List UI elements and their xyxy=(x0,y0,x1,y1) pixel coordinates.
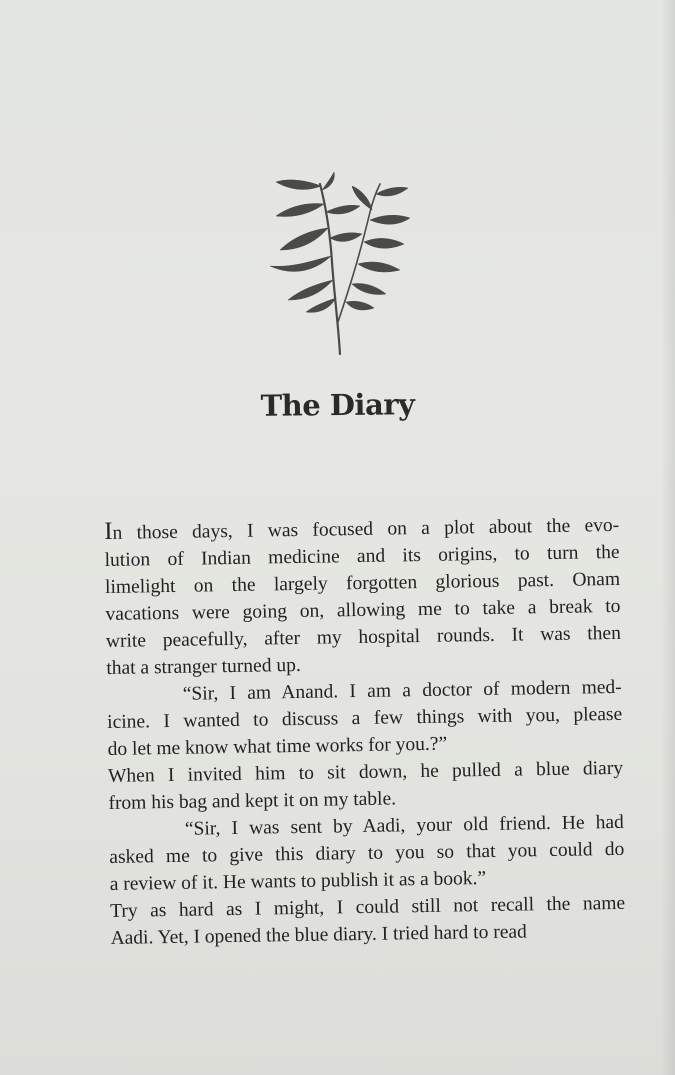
line-text: “Sir, I was sent by Aadi, your old friend. He had xyxy=(184,811,625,840)
line-text: a review of it. He wants to publish it as a book.” xyxy=(109,868,487,895)
drop-cap: I xyxy=(104,517,113,545)
line-text: from his bag and kept it on my table. xyxy=(108,788,397,814)
line-text: Try as hard as I might, I could still not recall the name xyxy=(110,892,626,922)
chapter-title: The Diary xyxy=(260,387,415,423)
line-text: write peacefully, after my hospital rounds. It was then xyxy=(105,622,622,652)
line-text: limelight on the largely forgotten glorious past. Onam xyxy=(104,568,621,598)
line-text: icine. I wanted to discuss a few things with you, please xyxy=(107,703,623,733)
line-text: that a stranger turned up. xyxy=(106,654,301,679)
line-text: do let me know what time works for you.?” xyxy=(107,733,448,760)
line-text: n those days, I was focused on a plot about the evo- xyxy=(112,514,620,544)
page-edge-shadow xyxy=(661,0,675,1075)
line-text: lution of Indian medicine and its origins, to turn the xyxy=(104,541,620,571)
fern-leaf-icon xyxy=(258,172,418,357)
line-text: Aadi. Yet, I opened the blue diary. I tried hard to read xyxy=(110,921,527,949)
chapter-body xyxy=(104,510,626,952)
line-text: asked me to give this diary to you so that you could do xyxy=(109,838,625,868)
line-text: When I invited him to sit down, he pulled a blue diary xyxy=(107,757,624,787)
line-text: “Sir, I am Anand. I am a doctor of modern med- xyxy=(182,676,622,705)
line-text: vacations were going on, allowing me to take a break to xyxy=(105,595,621,625)
